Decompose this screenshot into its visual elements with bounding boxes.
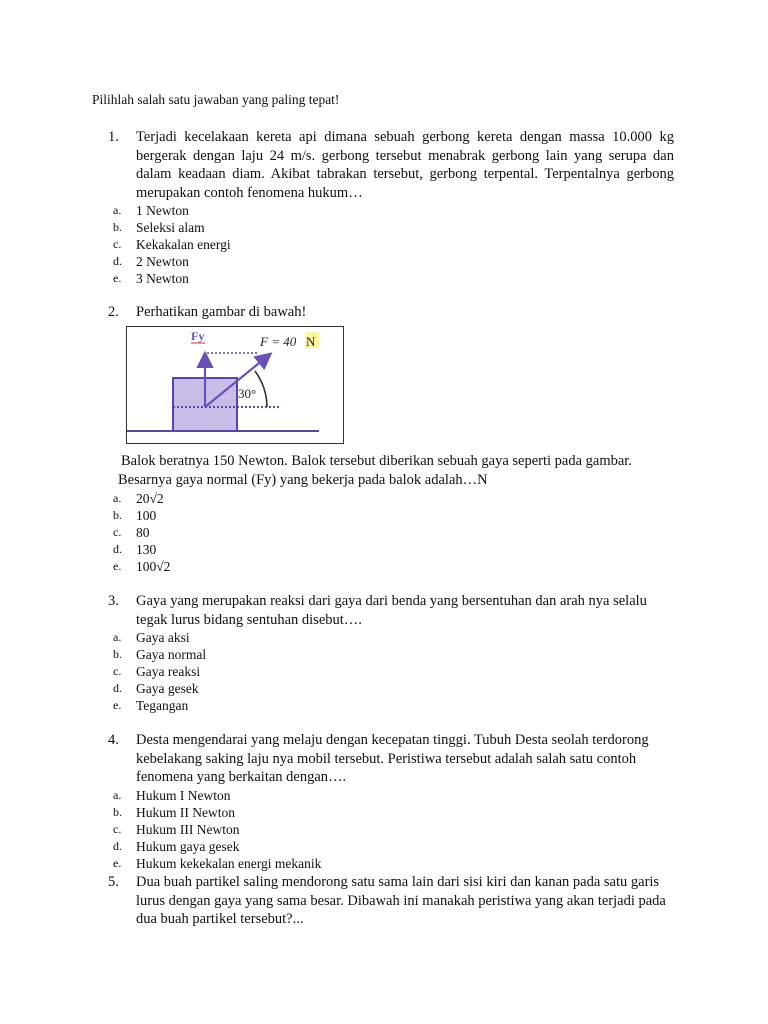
option-text: Gaya gesek: [136, 681, 199, 696]
option-letter: b.: [113, 220, 122, 234]
option-text: 100: [136, 508, 157, 523]
question-text: Terjadi kecelakaan kereta api dimana sebuah gerbong kereta dengan massa 10.000 kg bergerak dengan laju 24 m/s. gerbong tersebut menabrak gerbong lain yang serupa dan dalam keadaan diam. Akibat tabrakan tersebut, gerbong terpental. Terpentalnya gerbong merupakan contoh fenomena hukum…: [136, 129, 674, 201]
option-letter: e.: [113, 698, 122, 712]
option-text: Gaya normal: [136, 647, 207, 662]
option-letter: d.: [113, 839, 122, 853]
question-3: [108, 592, 674, 629]
question-text: Dua buah partikel saling mendorong satu sama lain dari sisi kiri dan kanan pada satu garis lurus dengan gaya yang sama besar. Dibawah ini manakah peristiwa yang akan terjadi pada dua buah partikel tersebut?...: [136, 874, 666, 927]
question-5: [108, 873, 674, 929]
option-d[interactable]: [113, 680, 206, 697]
option-text: Gaya reaksi: [136, 664, 201, 679]
option-text: 3 Newton: [136, 271, 189, 286]
option-text: 2 Newton: [136, 254, 189, 269]
option-letter: c.: [113, 664, 122, 678]
option-letter: c.: [113, 525, 122, 539]
option-text: Seleksi alam: [136, 220, 205, 235]
option-letter: d.: [113, 542, 122, 556]
option-c[interactable]: [113, 236, 231, 253]
option-letter: a.: [113, 203, 122, 217]
option-b[interactable]: [113, 804, 321, 821]
option-letter: b.: [113, 805, 122, 819]
force-diagram: [126, 326, 344, 444]
option-letter: a.: [113, 630, 122, 644]
option-b[interactable]: [113, 219, 231, 236]
option-letter: e.: [113, 856, 122, 870]
option-letter: d.: [113, 254, 122, 268]
option-text: Hukum I Newton: [136, 788, 231, 803]
angle-arc: [255, 371, 267, 407]
option-e[interactable]: [113, 270, 231, 287]
option-letter: e.: [113, 559, 122, 573]
options-q1: [113, 202, 231, 287]
fy-label: Fy: [191, 329, 205, 343]
option-a[interactable]: [113, 490, 170, 507]
angle-label: 30°: [238, 386, 257, 401]
question-text: Desta mengendarai yang melaju dengan kecepatan tinggi. Tubuh Desta seolah terdorong kebelakang saking laju nya mobil tersebut. Peristiwa tersebut adalah salah satu contoh fenomena yang berkaitan dengan….: [136, 732, 649, 785]
option-letter: b.: [113, 508, 122, 522]
question-2: [108, 303, 674, 322]
option-text: Hukum kekekalan energi mekanik: [136, 856, 322, 871]
question-number: 5.: [108, 874, 119, 890]
option-text: Hukum III Newton: [136, 822, 240, 837]
options-q4: [113, 787, 321, 872]
question-2-statement-2: Besarnya gaya normal (Fy) yang bekerja pada balok adalah…N: [118, 472, 488, 488]
option-e[interactable]: [113, 697, 206, 714]
option-text: Hukum II Newton: [136, 805, 235, 820]
option-d[interactable]: [113, 541, 170, 558]
f-label: F = 40: [260, 334, 297, 349]
options-q2: [113, 490, 170, 575]
option-text: 130: [136, 542, 157, 557]
question-number: 4.: [108, 732, 119, 748]
question-4: [108, 731, 674, 787]
option-letter: d.: [113, 681, 122, 695]
option-a[interactable]: [113, 787, 321, 804]
option-letter: e.: [113, 271, 122, 285]
option-c[interactable]: [113, 663, 206, 680]
question-2-statement-1: Balok beratnya 150 Newton. Balok tersebut diberikan sebuah gaya seperti pada gambar.: [121, 453, 632, 469]
option-letter: c.: [113, 822, 122, 836]
option-text: Hukum gaya gesek: [136, 839, 240, 854]
option-e[interactable]: [113, 855, 321, 872]
option-text: 80: [136, 525, 150, 540]
question-text: Gaya yang merupakan reaksi dari gaya dari benda yang bersentuhan dan arah nya selalu tegak lurus bidang sentuhan disebut….: [136, 593, 647, 628]
option-e[interactable]: [113, 558, 170, 575]
option-text: Gaya aksi: [136, 630, 190, 645]
option-d[interactable]: [113, 253, 231, 270]
option-text: Tegangan: [136, 698, 189, 713]
option-a[interactable]: [113, 629, 206, 646]
option-letter: a.: [113, 491, 122, 505]
question-text: Perhatikan gambar di bawah!: [136, 304, 307, 320]
option-letter: b.: [113, 647, 122, 661]
option-text: 20√2: [136, 491, 164, 506]
option-c[interactable]: [113, 524, 170, 541]
option-letter: a.: [113, 788, 122, 802]
question-number: 3.: [108, 593, 119, 609]
question-number: 2.: [108, 304, 119, 320]
option-text: 100√2: [136, 559, 171, 574]
option-text: Kekakalan energi: [136, 237, 231, 252]
option-a[interactable]: [113, 202, 231, 219]
option-text: 1 Newton: [136, 203, 189, 218]
instruction: Pilihlah salah satu jawaban yang paling tepat!: [92, 92, 340, 107]
option-letter: c.: [113, 237, 122, 251]
option-c[interactable]: [113, 821, 321, 838]
option-b[interactable]: [113, 507, 170, 524]
force-diagram-svg: [127, 327, 343, 443]
options-q3: [113, 629, 206, 714]
question-1: [108, 128, 674, 202]
question-number: 1.: [108, 129, 119, 145]
unit-label: N: [306, 334, 316, 349]
option-d[interactable]: [113, 838, 321, 855]
option-b[interactable]: [113, 646, 206, 663]
